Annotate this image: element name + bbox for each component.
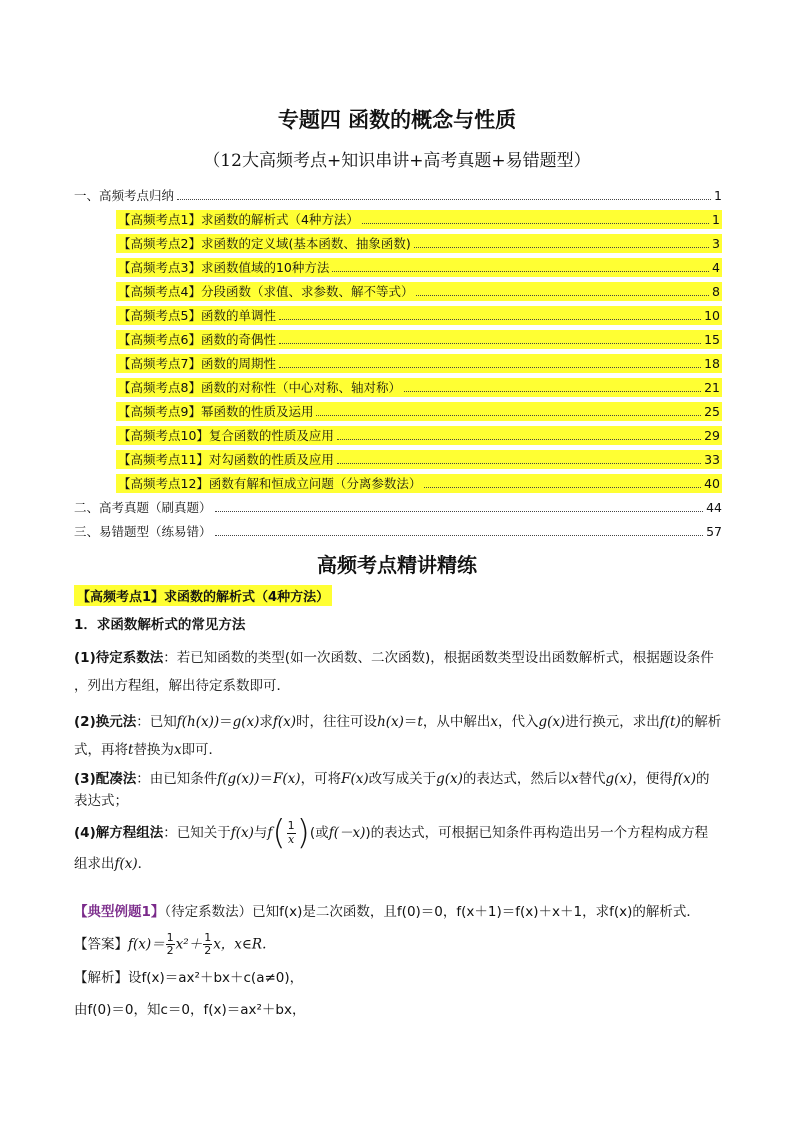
toc-leader — [279, 367, 701, 368]
toc-highlight — [116, 282, 722, 301]
toc-tag: 【高频考点11】 — [118, 452, 209, 467]
toc-row[interactable] — [74, 255, 722, 279]
toc-highlight — [116, 426, 722, 445]
toc-leader — [337, 439, 701, 440]
toc-row[interactable] — [74, 351, 722, 375]
toc-highlight — [116, 210, 722, 229]
toc-highlight — [116, 474, 722, 493]
toc-row[interactable] — [74, 207, 722, 231]
toc-row[interactable] — [74, 303, 722, 327]
example-1: 【典型例题1】（待定系数法）已知f(x)是二次函数，且f(0)＝0，f(x＋1)＝f(x)＋x＋1，求f(x)的解析式． — [74, 904, 700, 920]
toc-highlight — [116, 306, 722, 325]
toc-page-number: 33 — [704, 451, 720, 467]
toc-link[interactable] — [74, 498, 212, 516]
toc-label: 求函数的解析式（4种方法） — [200, 212, 359, 227]
toc-label: 一、高频考点归纳 — [74, 188, 175, 203]
toc-page-number: 4 — [712, 259, 720, 275]
toc-link[interactable] — [118, 330, 276, 348]
toc-link[interactable] — [118, 282, 413, 300]
toc-highlight — [116, 450, 722, 469]
toc-highlight — [116, 402, 722, 421]
toc-link[interactable] — [118, 426, 334, 444]
toc-row[interactable] — [74, 447, 722, 471]
toc-leader — [424, 487, 701, 488]
toc-row[interactable] — [74, 399, 722, 423]
topic-tag: 【高频考点1】求函数的解析式（4种方法） — [74, 585, 332, 606]
toc-highlight — [116, 258, 722, 277]
toc-tag: 【高频考点10】 — [118, 428, 209, 443]
toc-highlight — [116, 330, 722, 349]
toc-leader — [416, 295, 709, 296]
toc-link[interactable] — [118, 402, 313, 420]
example-answer: 【答案】f(x)＝ $\frac{1}{2}$ x²＋ $\frac{1}{2}$ x，x∈R. — [74, 931, 267, 958]
toc-label: 函数的单调性 — [200, 308, 276, 323]
toc-label: 三、易错题型（练易错） — [74, 524, 212, 539]
toc-highlight — [116, 378, 722, 397]
toc-tag: 【高频考点12】 — [118, 476, 209, 491]
toc-leader — [279, 343, 701, 344]
toc-leader — [279, 319, 701, 320]
toc-link[interactable] — [118, 474, 421, 492]
toc-row[interactable] — [74, 423, 722, 447]
toc-label: 求函数值域的10种方法 — [200, 260, 330, 275]
toc-page-number: 10 — [704, 307, 720, 323]
method-4: (4)解方程组法：已知关于f(x)与f( $\frac{1}{x}$ )(或f(－x))的表达式，可根据已知条件再构造出另一个方程构成方程 组求出f(x)． — [74, 813, 709, 872]
toc-page-number: 44 — [706, 499, 722, 515]
table-of-contents — [74, 183, 722, 543]
toc-link[interactable] — [118, 450, 334, 468]
example-analysis-line2: 由f(0)＝0，知c＝0，f(x)＝ax²＋bx， — [74, 1002, 306, 1018]
toc-row[interactable] — [74, 327, 722, 351]
toc-row[interactable] — [74, 495, 722, 519]
toc-tag: 【高频考点1】 — [118, 212, 201, 227]
toc-leader — [414, 247, 709, 248]
toc-page-number: 21 — [704, 379, 720, 395]
toc-label: 函数的对称性（中心对称、轴对称） — [200, 380, 401, 395]
toc-row[interactable] — [74, 183, 722, 207]
toc-tag: 【高频考点2】 — [118, 236, 201, 251]
toc-leader — [316, 415, 701, 416]
toc-link[interactable] — [118, 234, 411, 252]
toc-page-number: 8 — [712, 283, 720, 299]
toc-link[interactable] — [74, 186, 174, 204]
toc-leader — [362, 223, 709, 224]
toc-entry — [74, 522, 722, 540]
toc-entry — [74, 498, 722, 516]
toc-leader — [332, 271, 709, 272]
toc-entry — [74, 186, 722, 204]
toc-leader — [215, 511, 704, 512]
toc-tag: 【高频考点6】 — [118, 332, 201, 347]
toc-link[interactable] — [118, 354, 276, 372]
toc-tag: 【高频考点9】 — [118, 404, 201, 419]
toc-row[interactable] — [74, 279, 722, 303]
toc-highlight — [116, 354, 722, 373]
toc-label: 分段函数（求值、求参数、解不等式） — [200, 284, 414, 299]
method-2: (2)换元法：已知f(h(x))＝g(x)求f(x)时，往往可设h(x)＝t，从中解出x，代入g(x)进行换元，求出f(t)的解析 式，再将t替换为x即可． — [74, 714, 722, 758]
toc-row[interactable] — [74, 375, 722, 399]
toc-tag: 【高频考点5】 — [118, 308, 201, 323]
toc-page-number: 3 — [712, 235, 720, 251]
toc-label: 复合函数的性质及应用 — [208, 428, 334, 443]
toc-page-number: 1 — [714, 187, 722, 203]
toc-leader — [215, 535, 704, 536]
toc-page-number: 40 — [704, 475, 720, 491]
toc-tag: 【高频考点3】 — [118, 260, 201, 275]
toc-highlight — [116, 234, 722, 253]
toc-link[interactable] — [118, 378, 401, 396]
page-subtitle: （12大高频考点+知识串讲+高考真题+易错题型） — [203, 151, 591, 171]
section-title: 高频考点精讲精练 — [317, 553, 477, 577]
toc-label: 函数的周期性 — [200, 356, 276, 371]
methods-heading: 1．求函数解析式的常见方法 — [74, 617, 246, 633]
toc-row[interactable] — [74, 471, 722, 495]
page-title: 专题四 函数的概念与性质 — [277, 108, 517, 132]
toc-page-number: 57 — [706, 523, 722, 539]
toc-leader — [404, 391, 701, 392]
toc-label: 函数有解和恒成立问题（分离参数法） — [208, 476, 422, 491]
toc-link[interactable] — [74, 522, 212, 540]
toc-label: 求函数的定义域(基本函数、抽象函数) — [200, 236, 411, 251]
toc-tag: 【高频考点8】 — [118, 380, 201, 395]
toc-page-number: 15 — [704, 331, 720, 347]
method-3: (3)配凑法：由已知条件f(g(x))＝F(x)，可将F(x)改写成关于g(x)的表达式，然后以x替代g(x)，便得f(x)的 表达式； — [74, 771, 710, 810]
toc-tag: 【高频考点7】 — [118, 356, 201, 371]
toc-page-number: 25 — [704, 403, 720, 419]
toc-link[interactable] — [118, 210, 359, 228]
toc-label: 对勾函数的性质及应用 — [208, 452, 334, 467]
toc-link[interactable] — [118, 306, 276, 324]
example-analysis: 【解析】设f(x)＝ax²＋bx＋c(a≠0)， — [74, 970, 304, 986]
toc-page-number: 29 — [704, 427, 720, 443]
toc-row[interactable] — [74, 231, 722, 255]
toc-row[interactable] — [74, 519, 722, 543]
toc-label: 函数的奇偶性 — [200, 332, 276, 347]
toc-leader — [337, 463, 701, 464]
toc-link[interactable] — [118, 258, 329, 276]
toc-label: 幂函数的性质及运用 — [200, 404, 314, 419]
toc-page-number: 18 — [704, 355, 720, 371]
toc-page-number: 1 — [712, 211, 720, 227]
method-1: (1)待定系数法：若已知函数的类型(如一次函数、二次函数)，根据函数类型设出函数解析式，根据题设条件 ，列出方程组，解出待定系数即可． — [74, 650, 714, 694]
toc-leader — [177, 199, 711, 200]
toc-label: 二、高考真题（刷真题） — [74, 500, 212, 515]
toc-tag: 【高频考点4】 — [118, 284, 201, 299]
